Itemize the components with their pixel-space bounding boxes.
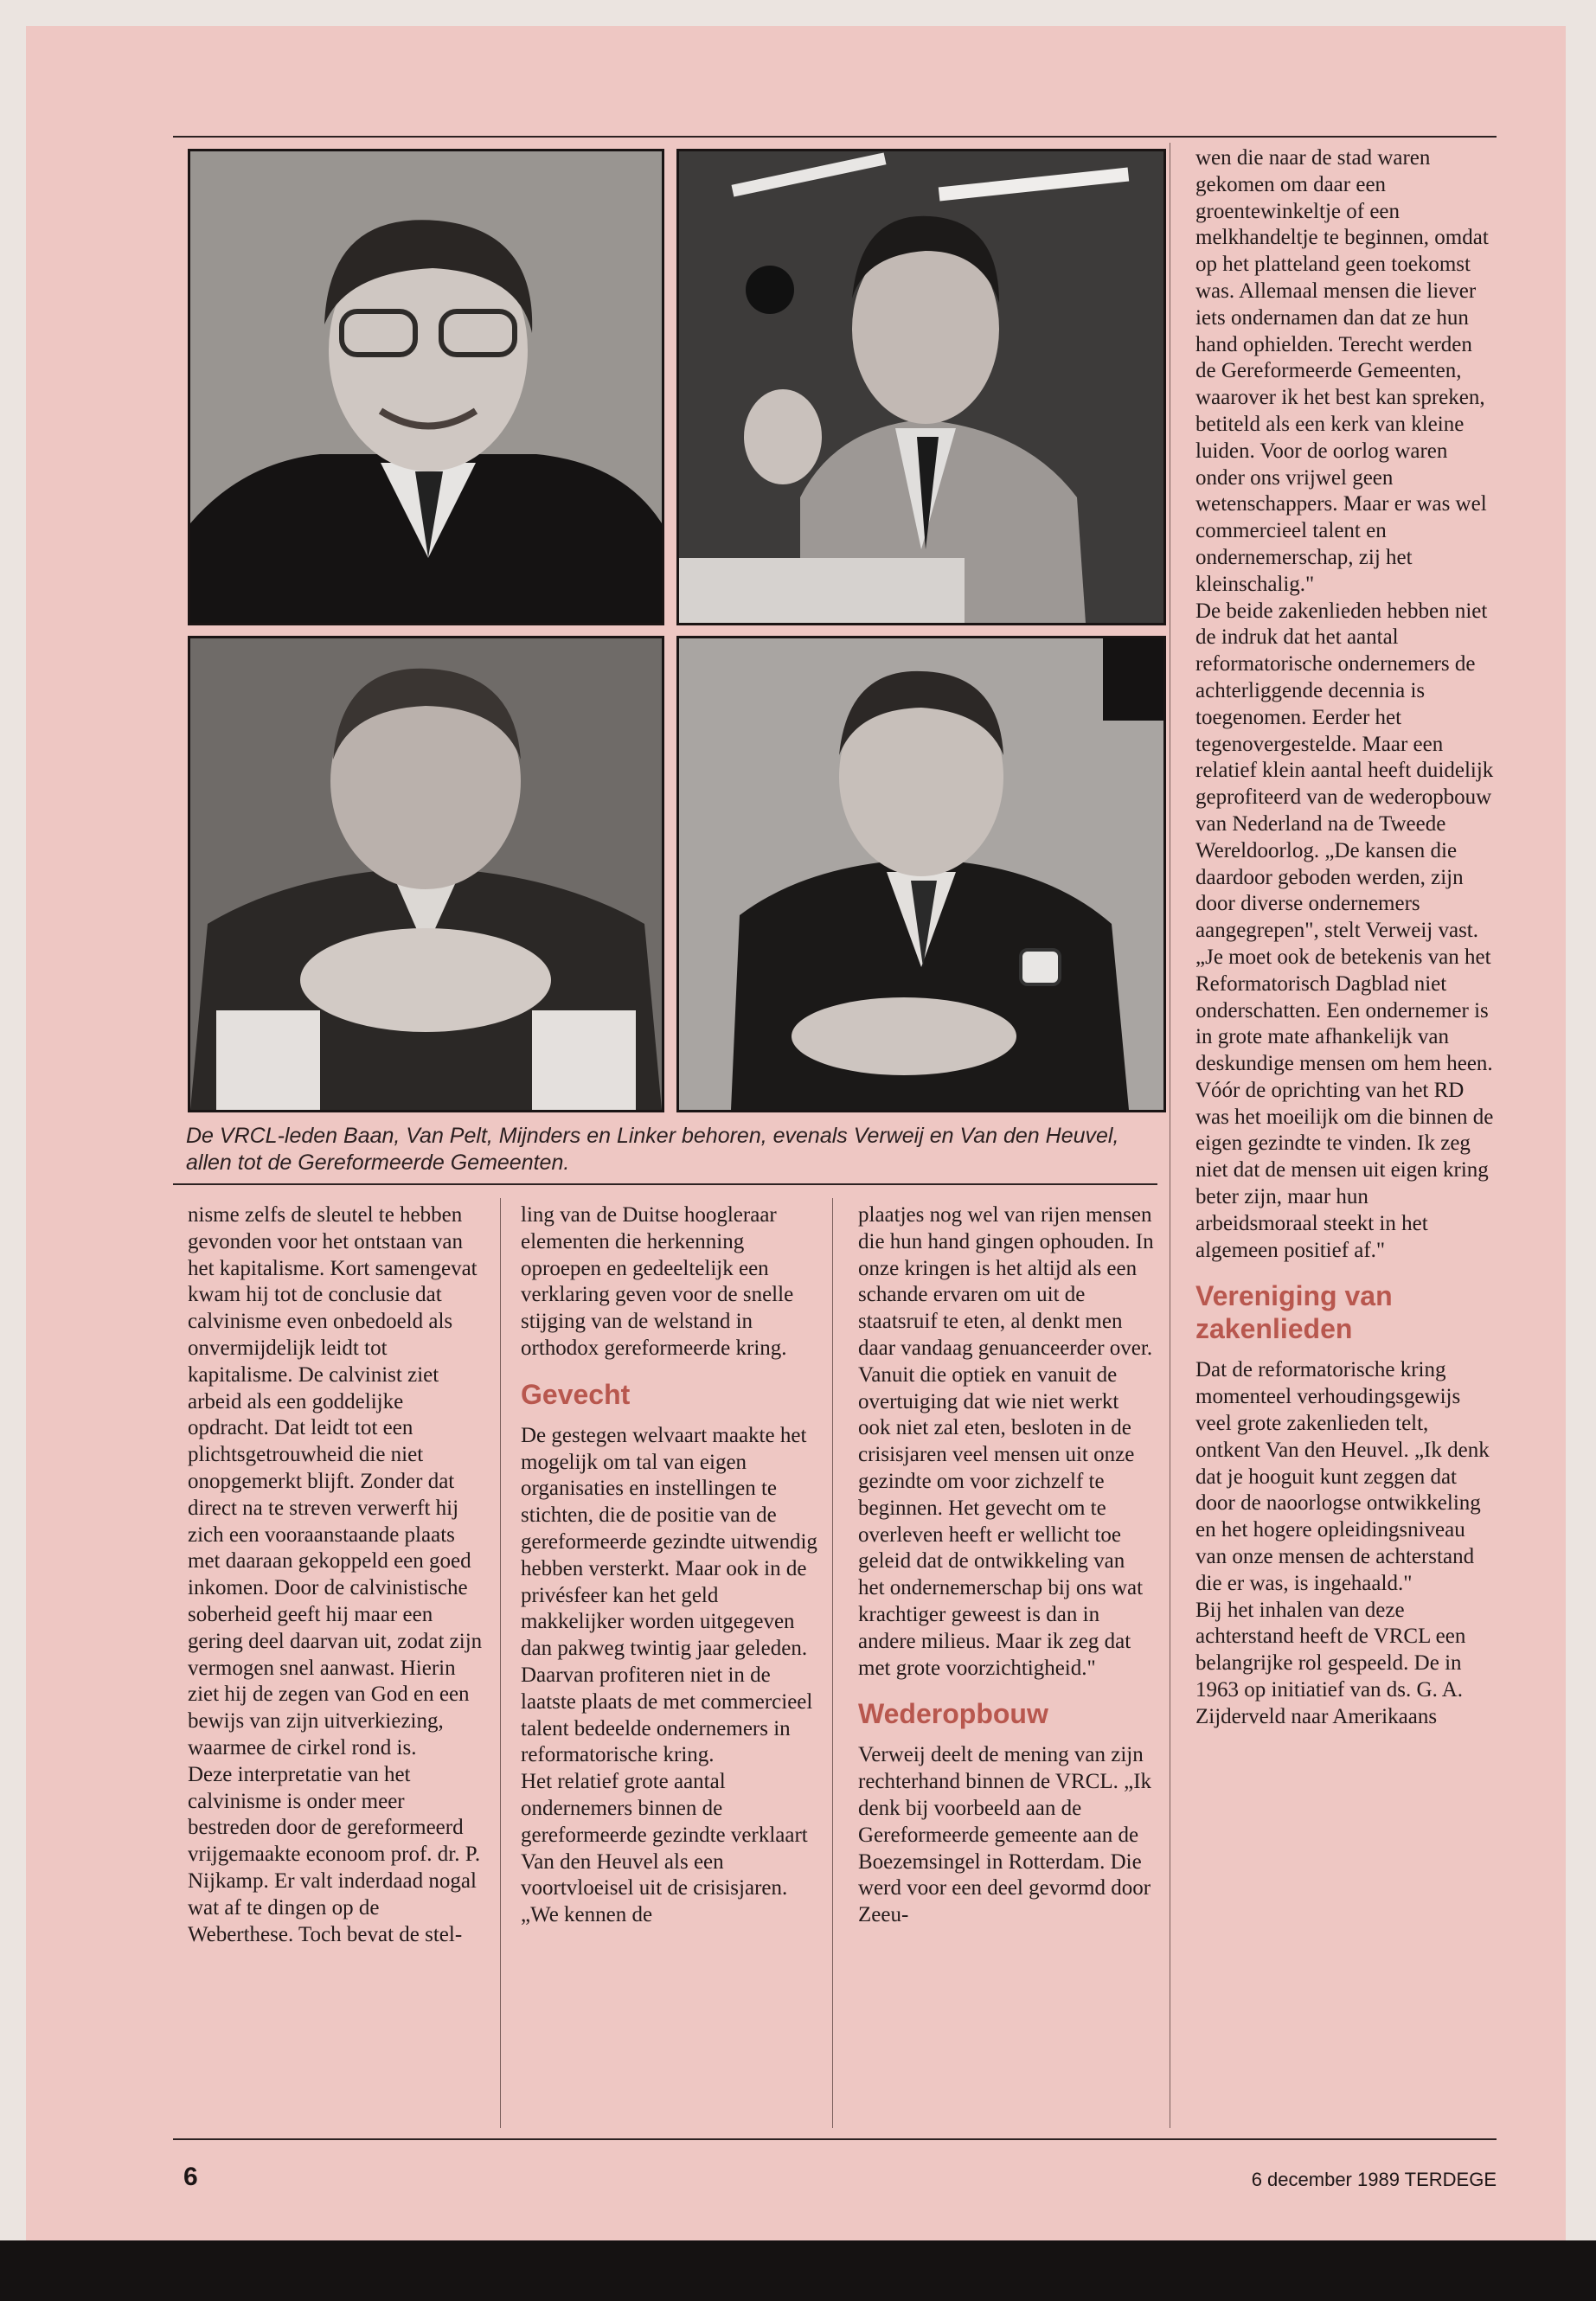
paragraph: Verweij deelt de mening van zijn rechterhand binnen de VRCL. „Ik denk bij voorbeeld aan de Gereformeerde gemeente aan de Boezemsingel in Rotterdam. Die werd voor een deel gevormd door Zeeu-	[858, 1743, 1152, 1927]
paragraph: De gestegen welvaart maakte het mogelijk om tal van eigen organisaties en instellingen te stichten, die de positie van de gereformeerde gezindte uitwendig hebben versterkt. Maar ook in de privésfeer kan het geld makkelijker worden uitgegeven dan pakweg twintig jaar geleden. Daarvan profiteren niet in de laatste plaats de met commercieel talent bedeelde ondernemers in reformatorische kring.	[521, 1423, 817, 1767]
paragraph: plaatjes nog wel van rijen mensen die hun hand gingen ophouden. In onze kringen is het altijd als een schande ervaren om uit de staatsruif te eten, al denkt men daar vandaag genuanceerder over. Vanuit die optiek en vanuit de overtuiging dat wie niet werkt ook niet zal eten, besloten in de crisisjaren veel mensen uit onze gezindte om voor zichzelf te beginnen. Het gevecht om te overleven heeft er wellicht toe geleid dat de ontwikkeling van het ondernemerschap bij ons wat krachtiger geweest is dan in andere milieus. Maar ik zeg dat met grote voorzichtigheid."	[858, 1203, 1154, 1680]
portrait-3-drawing	[190, 638, 662, 1110]
photo-caption: De VRCL-leden Baan, Van Pelt, Mijnders en Linker behoren, evenals Verweij en Van den Heuvel, allen tot de Gereformeerde Gemeenten.	[186, 1124, 1119, 1175]
scan-bottom-band	[0, 2240, 1596, 2301]
column-divider-2	[832, 1198, 833, 2128]
column-divider-1	[500, 1198, 501, 2128]
photo-man-hands-clasped	[188, 636, 664, 1112]
paragraph: wen die naar de stad waren gekomen om daar een groentewinkeltje of een melkhandeltje te beginnen, omdat op het platteland geen toekomst was. Allemaal mensen die liever iets ondernamen dan dat ze hun hand ophielden. Terecht werden de Gereformeerde Gemeenten, waarover ik het best kan spreken, betiteld als een kerk van kleine luiden. Voor de oorlog waren onder ons vrijwel geen wetenschappers. Maar er was wel commercieel talent en ondernemerschap, zij het kleinschalig."	[1195, 146, 1489, 596]
top-rule	[173, 136, 1497, 138]
section-heading-vereniging: Vereniging van zakenlieden	[1195, 1280, 1393, 1345]
paragraph: Deze interpretatie van het calvinisme is onder meer bestreden door de gereformeerd vrijgemaakte econoom prof. dr. P. Nijkamp. Er valt inderdaad nogal wat af te dingen op de Weberthese. Toch bevat de stel-	[188, 1762, 481, 1946]
portrait-1-drawing	[190, 151, 662, 623]
paragraph: Het relatief grote aantal ondernemers binnen de gereformeerde gezindte verklaart Van den Heuvel als een voortvloeisel uit de crisisjaren. „We kennen de	[521, 1770, 808, 1927]
paragraph: nisme zelfs de sleutel te hebben gevonden voor het ontstaan van het kapitalisme. Kort samengevat kwam hij tot de conclusie dat calvinisme even onbedoeld als onvermijdelijk leidt tot kapitalisme. De calvinist ziet arbeid als een goddelijke opdracht. Dat leidt tot een plichtsgetrouwheid die niet onopgemerkt blijft. Zonder dat direct na te streven verwerft hij zich een vooraanstaande plaats met daaraan gekoppeld een goed inkomen. Door de calvinistische soberheid geeft hij maar een gering deel daarvan uit, zodat zijn vermogen snel aanwast. Hierin ziet hij de zegen van God en een bewijs van zijn uitverkiezing, waarmee de cirkel rond is.	[188, 1203, 483, 1759]
section-heading-wederopbouw: Wederopbouw	[858, 1698, 1048, 1730]
photo-man-gesturing	[676, 149, 1166, 625]
caption-rule	[173, 1183, 1157, 1185]
article-column-3	[858, 1202, 1157, 2128]
paragraph: Bij het inhalen van deze achterstand heeft de VRCL een belangrijke rol gespeeld. De in 1963 op initiatief van ds. G. A. Zijderveld naar Amerikaans	[1195, 1598, 1466, 1728]
photo-man-seated-watch	[676, 636, 1166, 1112]
photo-man-smiling-glasses	[188, 149, 664, 625]
footer-rule	[173, 2138, 1497, 2140]
paragraph: De beide zakenlieden hebben niet de indruk dat het aantal reformatorische ondernemers de achterliggende decennia is toegenomen. Eerder het tegenovergestelde. Maar een relatief klein aantal heeft duidelijk geprofiteerd van de wederopbouw van Nederland na de Tweede Wereldoorlog. „De kansen die daardoor geboden werden, zijn door diverse ondernemers aangegrepen", stelt Verweij vast. „Je moet ook de betekenis van het Reformatorisch Dagblad niet onderschatten. Een ondernemer is in grote mate afhankelijk van deskundige mensen om hem heen. Vóór de oprichting van het RD was het moeilijk om die binnen de eigen gezindte te vinden. Ik zeg niet dat de mensen uit eigen kring beter zijn, maar hun arbeidsmoraal steekt in het algemeen positief af."	[1195, 599, 1494, 1262]
issue-date-line: 6 december 1989 TERDEGE	[1251, 2169, 1497, 2190]
paragraph: ling van de Duitse hoogleraar elementen die herkenning oproepen en gedeeltelijk een verklaring geven voor de snelle stijging van de welstand in orthodox gereformeerde kring.	[521, 1203, 794, 1360]
portrait-4-drawing	[679, 638, 1163, 1110]
paragraph: Dat de reformatorische kring momenteel verhoudingsgewijs veel grote zakenlieden telt, ontkent Van den Heuvel. „Ik denk dat je hooguit kunt zeggen dat door de naoorlogse ontwikkeling en het hogere opleidingsniveau van onze mensen de achterstand die er was, is ingehaald."	[1195, 1358, 1490, 1595]
article-column-2	[521, 1202, 819, 2128]
portrait-2-drawing	[679, 151, 1163, 623]
article-column-4	[1195, 145, 1494, 2128]
page-number: 6	[183, 2163, 198, 2191]
section-heading-gevecht: Gevecht	[521, 1378, 631, 1410]
article-column-1	[188, 1202, 486, 2128]
